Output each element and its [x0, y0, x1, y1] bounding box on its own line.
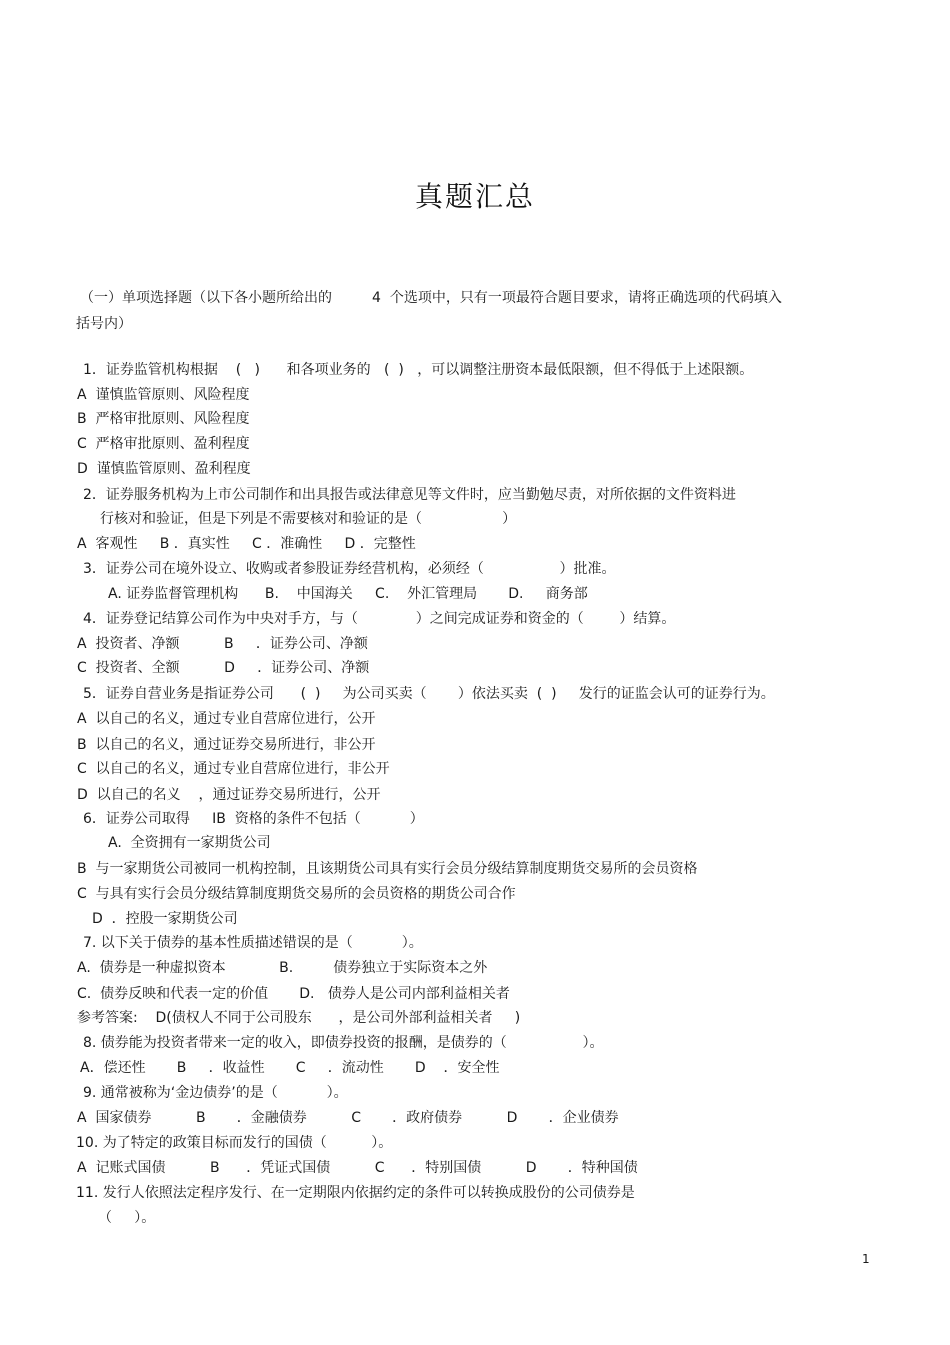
question-1-option-a: A 谨慎监管原则、风险程度	[77, 387, 250, 403]
question-5-option-a: A 以自己的名义，通过专业自营席位进行，公开	[77, 711, 376, 727]
question-3-stem: 3．证券公司在境外设立、收购或者参股证券经营机构，必须经（ ）批准。	[83, 561, 616, 577]
question-7-answer: 参考答案: D(债权人不同于公司股东 ，是公司外部利益相关者 )	[77, 1010, 521, 1026]
question-5-option-d: D 以自己的名义 ，通过证券交易所进行，公开	[77, 787, 381, 803]
question-6-stem: 6．证券公司取得 IB 资格的条件不包括（ ）	[83, 811, 424, 827]
question-1-option-b: B 严格审批原则、风险程度	[77, 411, 250, 427]
question-7-options-cd: C. 债券反映和代表一定的价值 D. 债券人是公司内部利益相关者	[77, 986, 510, 1002]
section-heading-cont: 括号内）	[76, 316, 132, 332]
question-8-options: A．偿还性 B ．收益性 C ．流动性 D ．安全性	[80, 1060, 500, 1076]
question-4-stem: 4．证券登记结算公司作为中央对手方，与（ ）之间完成证券和资金的（ ）结算。	[83, 611, 676, 627]
question-5-option-b: B 以自己的名义，通过证券交易所进行，非公开	[77, 737, 376, 753]
document-title: 真题汇总	[414, 180, 535, 213]
question-6-option-a: A. 全资拥有一家期货公司	[108, 835, 271, 851]
question-6-option-b: B 与一家期货公司被同一机构控制，且该期货公司具有实行会员分级结算制度期货交易所的会员资格	[77, 861, 698, 877]
question-8-stem: 8. 债券能为投资者带来一定的收入，即债券投资的报酬，是债券的（ ）。	[83, 1035, 604, 1051]
question-2-stem: 2．证券服务机构为上市公司制作和出具报告或法律意见等文件时，应当勤勉尽责，对所依据的文件资料进	[83, 487, 736, 503]
question-4-options-ab: A 投资者、净额 B ．证券公司、净额	[77, 636, 368, 652]
question-1-option-c: C 严格审批原则、盈利程度	[77, 436, 250, 452]
question-5-stem: 5．证券自营业务是指证券公司 ( ) 为公司买卖（ ）依法买卖 ( ) 发行的证监会认可的证券行为。	[83, 686, 775, 702]
question-1-option-d: D 谨慎监管原则、盈利程度	[77, 461, 251, 477]
question-10-stem: 10. 为了特定的政策目标而发行的国债（ ）。	[76, 1135, 393, 1151]
question-7-options-ab: A. 债券是一种虚拟资本 B. 债券独立于实际资本之外	[77, 960, 488, 976]
question-11-stem-cont: （ ）。	[98, 1210, 156, 1226]
question-10-options: A 记账式国债 B ．凭证式国债 C ．特别国债 D ．特种国债	[77, 1160, 638, 1176]
question-6-option-c: C 与具有实行会员分级结算制度期货交易所的会员资格的期货公司合作	[77, 886, 516, 902]
question-4-options-cd: C 投资者、全额 D ．证券公司、净额	[77, 660, 370, 676]
question-5-option-c: C 以自己的名义，通过专业自营席位进行，非公开	[77, 761, 390, 777]
question-11-stem: 11. 发行人依照法定程序发行、在一定期限内依据约定的条件可以转换成股份的公司债券是	[76, 1185, 635, 1201]
question-3-options: A. 证券监督管理机构 B. 中国海关 C. 外汇管理局 D. 商务部	[108, 586, 588, 602]
section-heading: （一）单项选择题（以下各小题所给出的 4 个选项中，只有一项最符合题目要求，请将正确选项的代码填入	[80, 290, 782, 306]
question-9-stem: 9. 通常被称为‘金边债券’的是（ ）。	[83, 1085, 348, 1101]
question-9-options: A 国家债券 B ．金融债券 C ．政府债券 D ．企业债券	[77, 1110, 619, 1126]
question-2-options: A 客观性 B ．真实性 C ．准确性 D ．完整性	[77, 536, 416, 552]
question-7-stem: 7. 以下关于债券的基本性质描述错误的是（ ）。	[83, 935, 423, 951]
page-number: 1	[862, 1252, 870, 1266]
question-1-stem: 1．证券监管机构根据 ( ) 和各项业务的 ( ) ，可以调整注册资本最低限额，但不得低于上述限额。	[83, 362, 754, 378]
question-2-stem-cont: 行核对和验证，但是下列是不需要核对和验证的是（ ）	[100, 511, 517, 527]
question-6-option-d: D ．控股一家期货公司	[92, 911, 238, 927]
